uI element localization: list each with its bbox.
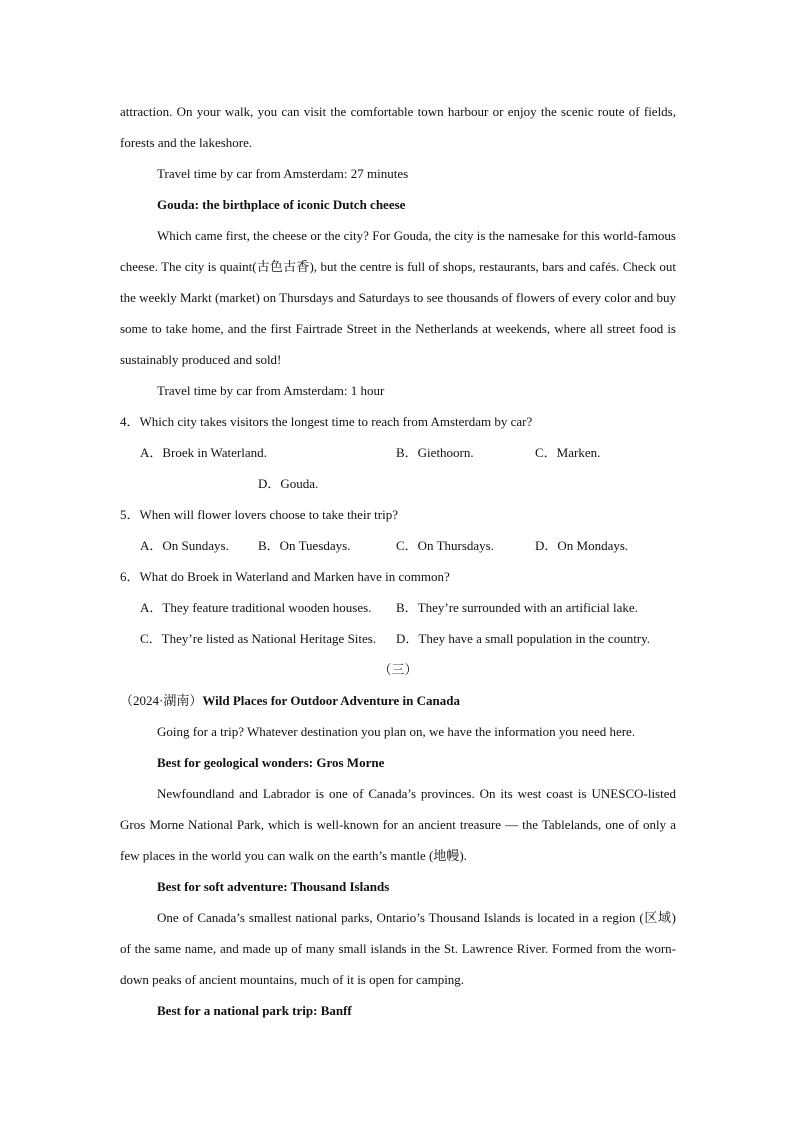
travel-time-note: Travel time by car from Amsterdam: 1 hour: [157, 383, 385, 398]
passage-paragraph: One of Canada’s smallest national parks, Ontario’s Thousand Islands is located in a region (区域) of the same name, and made up of many small islands in the St. Lawrence River. Formed from the worn-down peaks of ancient mountains, much of it is open for camping.: [120, 910, 676, 987]
option-d: D．Gouda.: [258, 476, 319, 491]
question-stem: 6．What do Broek in Waterland and Marken have in common?: [120, 569, 450, 584]
section-marker: （三）: [378, 662, 418, 677]
option-a: A．Broek in Waterland.: [140, 445, 267, 460]
option-row: [120, 530, 676, 561]
passage-paragraph: Newfoundland and Labrador is one of Canada’s provinces. On its west coast is UNESCO-listed Gros Morne National Park, which is well-known for an ancient treasure — the Tablelands, one of only a few places in the world you can walk on the earth’s mantle (地幔).: [120, 786, 676, 863]
section-heading: Gouda: the birthplace of iconic Dutch cheese: [157, 197, 406, 212]
passage-title: Wild Places for Outdoor Adventure in Canada: [202, 693, 460, 708]
option-d: D．They have a small population in the country.: [396, 631, 651, 646]
option-a: A．On Sundays.: [140, 538, 229, 553]
section-heading: Best for geological wonders: Gros Morne: [157, 755, 385, 770]
exam-page: [120, 96, 676, 1026]
option-row: [120, 592, 676, 623]
option-a: A．They feature traditional wooden houses.: [140, 600, 372, 615]
travel-time-note: Travel time by car from Amsterdam: 27 minutes: [157, 166, 409, 181]
option-row: [120, 468, 676, 499]
option-d: D．On Mondays.: [535, 538, 629, 553]
passage-paragraph: Going for a trip? Whatever destination you plan on, we have the information you need here.: [157, 724, 636, 739]
passage-paragraph: attraction. On your walk, you can visit the comfortable town harbour or enjoy the scenic route of fields, forests and the lakeshore.: [120, 104, 676, 150]
passage-paragraph: Which came first, the cheese or the city? For Gouda, the city is the namesake for this world-famous cheese. The city is quaint(古色古香), but the centre is full of shops, restaurants, bars and cafés. Check out the weekly Markt (market) on Thursdays and Saturdays to see thousands of flowers of every color and buy some to take home, and the first Fairtrade Street in the Netherlands at weekends, where all street food is sustainably produced and sold!: [120, 228, 676, 367]
option-c: C．Marken.: [535, 445, 601, 460]
option-c: C．They’re listed as National Heritage Sites.: [140, 631, 377, 646]
option-row: [120, 623, 676, 654]
question-stem: 5．When will flower lovers choose to take their trip?: [120, 507, 398, 522]
question-stem: 4．Which city takes visitors the longest time to reach from Amsterdam by car?: [120, 414, 533, 429]
section-heading: Best for a national park trip: Banff: [157, 1003, 352, 1018]
option-c: C．On Thursdays.: [396, 538, 494, 553]
option-b: B．On Tuesdays.: [258, 538, 351, 553]
option-b: B．They’re surrounded with an artificial lake.: [396, 600, 638, 615]
option-row: [120, 437, 676, 468]
section-heading: Best for soft adventure: Thousand Islands: [157, 879, 390, 894]
passage-title-line: [120, 685, 676, 716]
source-tag: （2024·湖南）: [120, 693, 203, 708]
option-b: B．Giethoorn.: [396, 445, 474, 460]
